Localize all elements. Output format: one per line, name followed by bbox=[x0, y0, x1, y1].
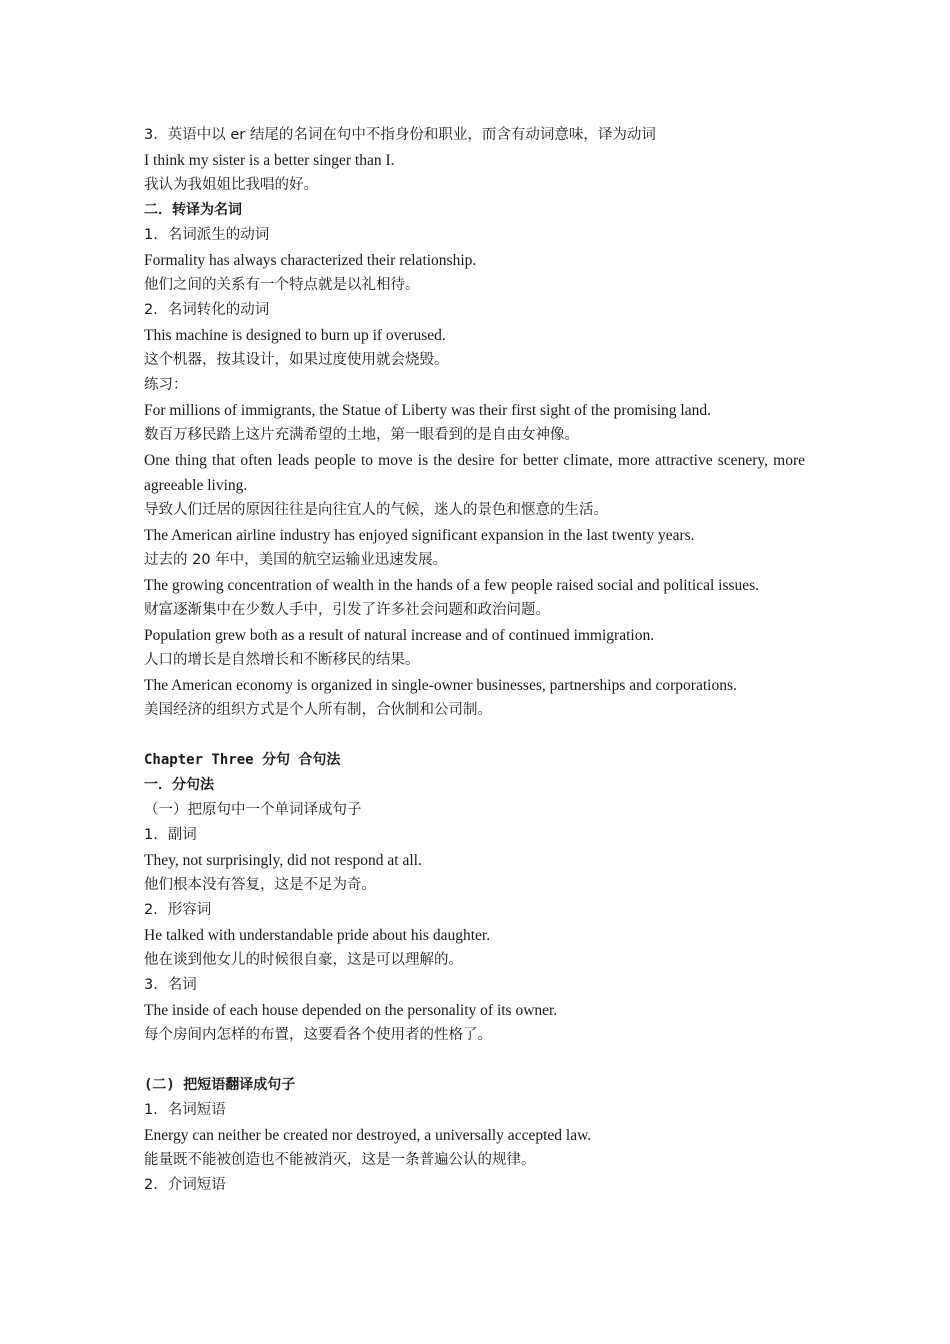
text-line: 这个机器，按其设计，如果过度使用就会烧毁。 bbox=[144, 352, 449, 368]
text-line: 每个房间内怎样的布置，这要看各个使用者的性格了。 bbox=[144, 1027, 492, 1043]
text-line: 过去的 20 年中，美国的航空运输业迅速发展。 bbox=[144, 552, 448, 568]
text-line: 我认为我姐姐比我唱的好。 bbox=[144, 177, 318, 193]
blank-line bbox=[144, 723, 805, 748]
text-line: 3．英语中以 er 结尾的名词在句中不指身份和职业，而含有动词意味，译为动词 bbox=[144, 127, 656, 143]
text-line: 数百万移民踏上这片充满希望的土地，第一眼看到的是自由女神像。 bbox=[144, 427, 579, 443]
text-line: 能量既不能被创造也不能被消灭，这是一条普遍公认的规律。 bbox=[144, 1152, 536, 1168]
text-line: 导致人们迁居的原因往往是向往宜人的气候，迷人的景色和惬意的生活。 bbox=[144, 502, 608, 518]
section-heading: (二) 把短语翻译成句子 bbox=[144, 1077, 296, 1093]
text-line: 财富逐渐集中在少数人手中，引发了许多社会问题和政治问题。 bbox=[144, 602, 550, 618]
section-heading: 一．分句法 bbox=[144, 777, 214, 793]
text-line: 他在谈到他女儿的时候很自豪，这是可以理解的。 bbox=[144, 952, 463, 968]
blank-line bbox=[144, 1048, 805, 1073]
text-line: 1．副词 bbox=[144, 827, 197, 843]
text-line: 2．介词短语 bbox=[144, 1177, 226, 1193]
text-line: They, not surprisingly, did not respond at all. bbox=[144, 852, 422, 869]
text-line: 美国经济的组织方式是个人所有制，合伙制和公司制。 bbox=[144, 702, 492, 718]
text-line: He talked with understandable pride about his daughter. bbox=[144, 927, 491, 944]
text-line: 3．名词 bbox=[144, 977, 197, 993]
text-line: Population grew both as a result of natural increase and of continued immigration. bbox=[144, 627, 655, 644]
text-line: The American airline industry has enjoyed significant expansion in the last twenty years. bbox=[144, 527, 695, 544]
document-page bbox=[144, 123, 805, 1198]
text-line: （一）把原句中一个单词译成句子 bbox=[144, 802, 362, 818]
text-line: Energy can neither be created nor destroyed, a universally accepted law. bbox=[144, 1127, 592, 1144]
section-heading: Chapter Three 分句 合句法 bbox=[144, 752, 341, 768]
text-line: For millions of immigrants, the Statue of Liberty was their first sight of the promising land. bbox=[144, 402, 711, 419]
text-line: The American economy is organized in single-owner businesses, partnerships and corporations. bbox=[144, 677, 737, 694]
text-line: 他们根本没有答复，这是不足为奇。 bbox=[144, 877, 376, 893]
text-line: This machine is designed to burn up if overused. bbox=[144, 327, 446, 344]
section-heading: 二．转译为名词 bbox=[144, 202, 242, 218]
text-line: 2．名词转化的动词 bbox=[144, 302, 270, 318]
text-line: 人口的增长是自然增长和不断移民的结果。 bbox=[144, 652, 420, 668]
text-line: Formality has always characterized their relationship. bbox=[144, 252, 477, 269]
text-line: The inside of each house depended on the personality of its owner. bbox=[144, 1002, 558, 1019]
text-line: 练习： bbox=[144, 377, 188, 393]
text-line: One thing that often leads people to move is the desire for better climate, more attractive scenery, more agreeable living. bbox=[144, 452, 805, 494]
text-line: The growing concentration of wealth in the hands of a few people raised social and political issues. bbox=[144, 577, 760, 594]
text-line: 他们之间的关系有一个特点就是以礼相待。 bbox=[144, 277, 420, 293]
text-line: I think my sister is a better singer than I. bbox=[144, 152, 395, 169]
text-line: 1．名词派生的动词 bbox=[144, 227, 270, 243]
text-line: 1．名词短语 bbox=[144, 1102, 226, 1118]
text-line: 2．形容词 bbox=[144, 902, 212, 918]
